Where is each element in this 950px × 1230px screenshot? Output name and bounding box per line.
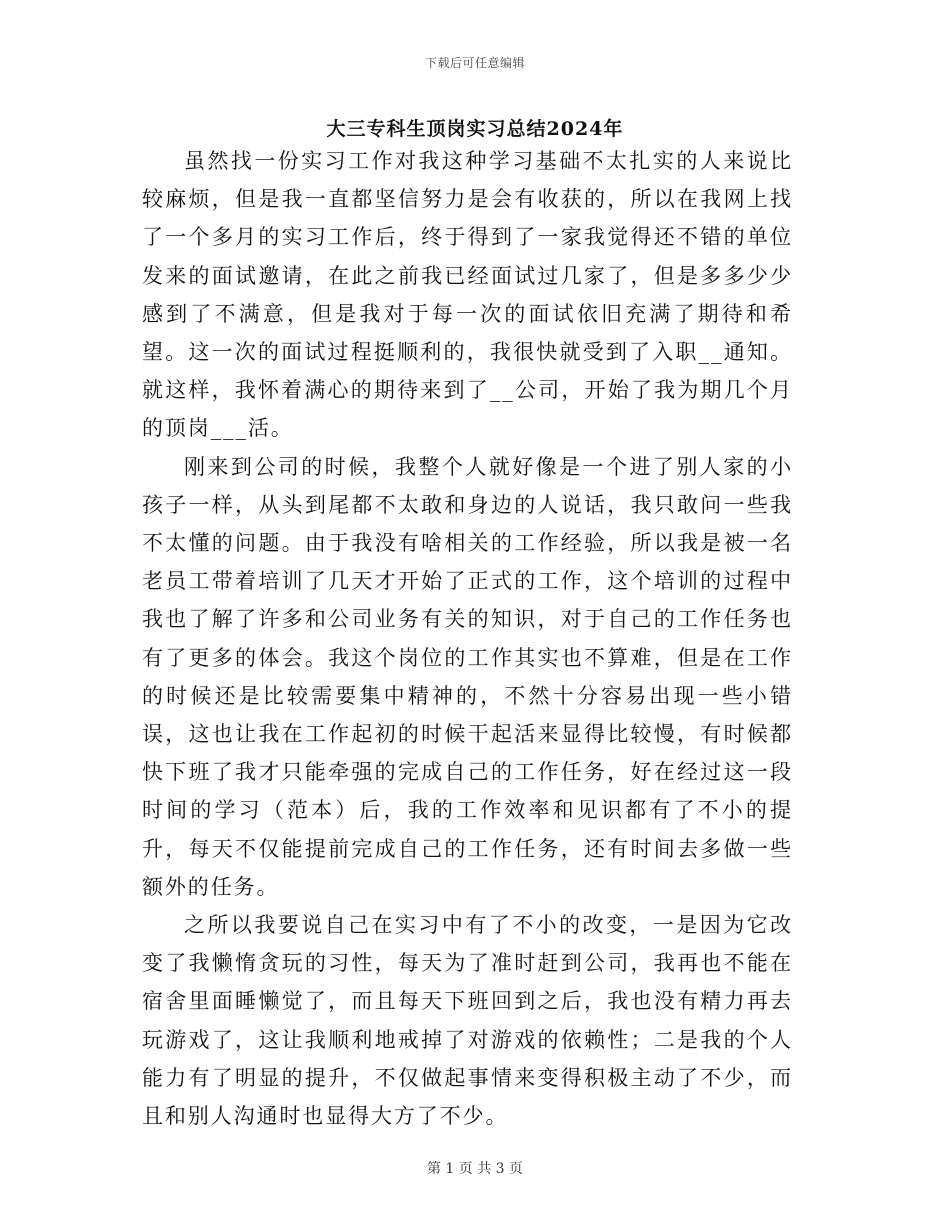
page-number: 第 1 页 共 3 页: [426, 1161, 524, 1177]
paragraph-1: 虽然找一份实习工作对我这种学习基础不太扎实的人来说比较麻烦，但是我一直都坚信努力是会有收获的，所以在我网上找了一个多月的实习工作后，终于得到了一家我觉得还不错的单位发来的面试邀请，在此之前我已经面试过几家了，但是多多少少感到了不满意，但是我对于每一次的面试依旧充满了期待和希望。这一次的面试过程挺顺利的，我很快就受到了入职__通知。就这样，我怀着满心的期待来到了__公司，开始了我为期几个月的顶岗___活。: [142, 149, 793, 441]
paragraph-3: 之所以我要说自己在实习中有了不小的改变，一是因为它改变了我懒惰贪玩的习性，每天为了准时赶到公司，我再也不能在宿舍里面睡懒觉了，而且每天下班回到之后，我也没有精力再去玩游戏了，这让我顺利地戒掉了对游戏的依赖性；二是我的个人能力有了明显的提升，不仅做起事情来变得积极主动了不少，而且和别人沟通时也显得大方了不少。: [142, 913, 793, 1129]
document-title: 大三专科生顶岗实习总结2024年: [326, 118, 624, 140]
paragraph-2: 刚来到公司的时候，我整个人就好像是一个进了别人家的小孩子一样，从头到尾都不太敢和身边的人说话，我只敢问一些我不太懂的问题。由于我没有啥相关的工作经验，所以我是被一名老员工带着培训了几天才开始了正式的工作，这个培训的过程中我也了解了许多和公司业务有关的知识，对于自己的工作任务也有了更多的体会。我这个岗位的工作其实也不算难，但是在工作的时候还是比较需要集中精神的，不然十分容易出现一些小错误，这也让我在工作起初的时候干起活来显得比较慢，有时候都快下班了我才只能牵强的完成自己的工作任务，好在经过这一段时间的学习（范本）后，我的工作效率和见识都有了不小的提升，每天不仅能提前完成自己的工作任务，还有时间去多做一些额外的任务。: [142, 454, 793, 899]
header-note: 下载后可任意编辑: [424, 56, 525, 70]
document-body: [142, 142, 793, 1135]
